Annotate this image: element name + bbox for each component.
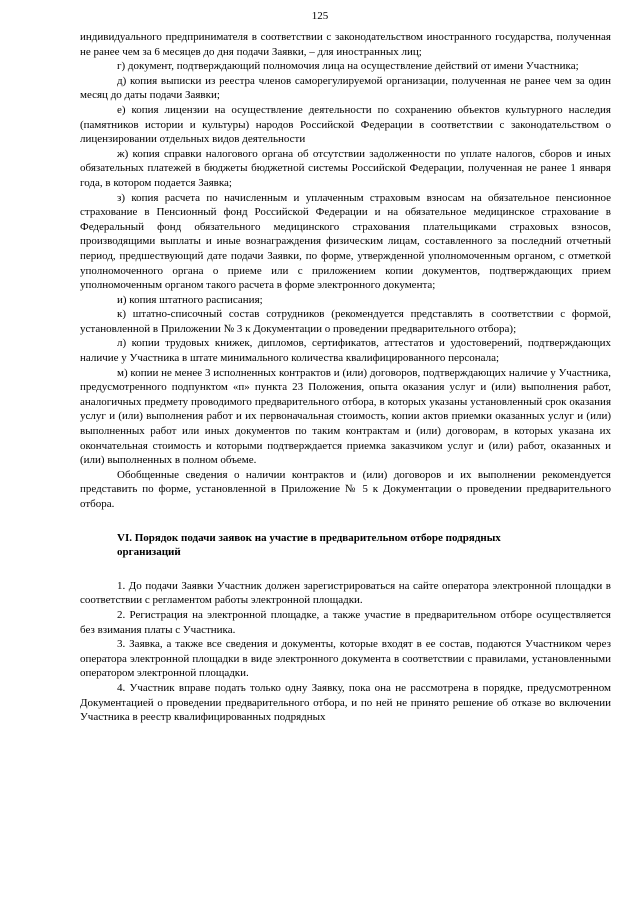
paragraph: индивидуального предпринимателя в соответствии с законодательством иностранного государства, полученная не ранее чем за 6 месяцев до дня подачи Заявки, – для иностранных лиц; <box>80 31 611 58</box>
paragraph: и) копия штатного расписания; <box>117 293 263 306</box>
paragraph: ж) копия справки налогового органа об отсутствии задолженности по уплате налогов, сборов и иных обязательных платежей в бюджеты бюджетной системы Российской Федерации, полученная не ранее 1 января года, в котором подается Заявка; <box>80 147 611 189</box>
paragraph: л) копии трудовых книжек, дипломов, сертификатов, аттестатов и удостоверений, подтверждающих наличие у Участника в штате минимального количества квалифицированного персонала; <box>80 337 611 365</box>
paragraph: к) штатно-списочный состав сотрудников (рекомендуется представлять в соответствии с формой, установленной в Приложении № 3 к Документации о проведении предварительного отбора); <box>80 308 611 335</box>
section-heading <box>80 531 611 560</box>
paragraph: е) копия лицензии на осуществление деятельности по сохранению объектов культурного наследия (памятников истории и культуры) народов Российской Федерации в соответствии с законодательством о лицензировании отдельных видов деятельности <box>80 103 611 146</box>
document-body <box>80 30 611 725</box>
page-number: 125 <box>311 10 329 22</box>
paragraph: з) копия расчета по начисленным и уплаченным страховым взносам на обязательное пенсионное страхование в Пенсионный фонд Российской Федерации и на обязательное медицинское страхование в Федеральный фонд обязательного медицинского страхования плательщиками страховых взносов, производящими выплаты и иные вознаграждения физическим лицам, составленного за последний отчетный период, предшествующий дате подачи Заявки, по форме, утвержденной уполномоченным органом, с отметкой уполномоченного органа о приеме или с приложением копии документов, подтверждающих прием уполномоченным органом такого расчета в форме электронного документа; <box>80 191 611 292</box>
paragraph: д) копия выписки из реестра членов саморегулируемой организации, полученная не ранее чем за один месяц до даты подачи Заявки; <box>80 74 611 102</box>
paragraph: 2. Регистрация на электронной площадке, а также участие в предварительном отборе осуществляется без взимания платы с Участника. <box>80 608 611 636</box>
section-heading-line: организаций <box>117 546 181 559</box>
paragraph: 3. Заявка, а также все сведения и документы, которые входят в ее состав, подаются Участником через оператора электронной площадки в виде электронного документа в соответствии с правилами, установленными оператором электронной площадки. <box>80 638 611 680</box>
section-heading-line: VI. Порядок подачи заявок на участие в предварительном отборе подрядных <box>117 531 501 544</box>
paragraph: м) копии не менее 3 исполненных контрактов и (или) договоров, подтверждающих наличие у Участника, предусмотренного подпунктом «п» пункта 23 Положения, опыта оказания услуг и (или) выполнения работ, аналогичных предмету проводимого предварительного отбора, в которых указаны установленный срок оказания услуг и (или) выполнения работ и их первоначальная стоимость, копии актов приемки оказанных услуг и (или) выполненных работ или иных документов по таким контрактам и (или) договорам, в которых указана их окончательная стоимость и которыми подтверждается приемка заказчиком услуг и (или) работ, оказанных и (или) выполненных в полном объеме. <box>80 366 611 467</box>
paragraph: 4. Участник вправе подать только одну Заявку, пока она не рассмотрена в порядке, предусмотренном Документацией о проведении предварительного отбора, и по ней не принято решение об отказе во включении Участника в реестр квалифицированных подрядных <box>80 681 611 724</box>
paragraph: Обобщенные сведения о наличии контрактов и (или) договоров и их выполнении рекомендуется представить по форме, установленной в Приложение № 5 к Документации о проведении предварительного отбора. <box>80 468 611 510</box>
paragraph: 1. До подачи Заявки Участник должен зарегистрироваться на сайте оператора электронной площадки в соответствии с регламентом работы электронной площадки. <box>80 579 611 607</box>
paragraph: г) документ, подтверждающий полномочия лица на осуществление действий от имени Участника; <box>117 60 579 73</box>
